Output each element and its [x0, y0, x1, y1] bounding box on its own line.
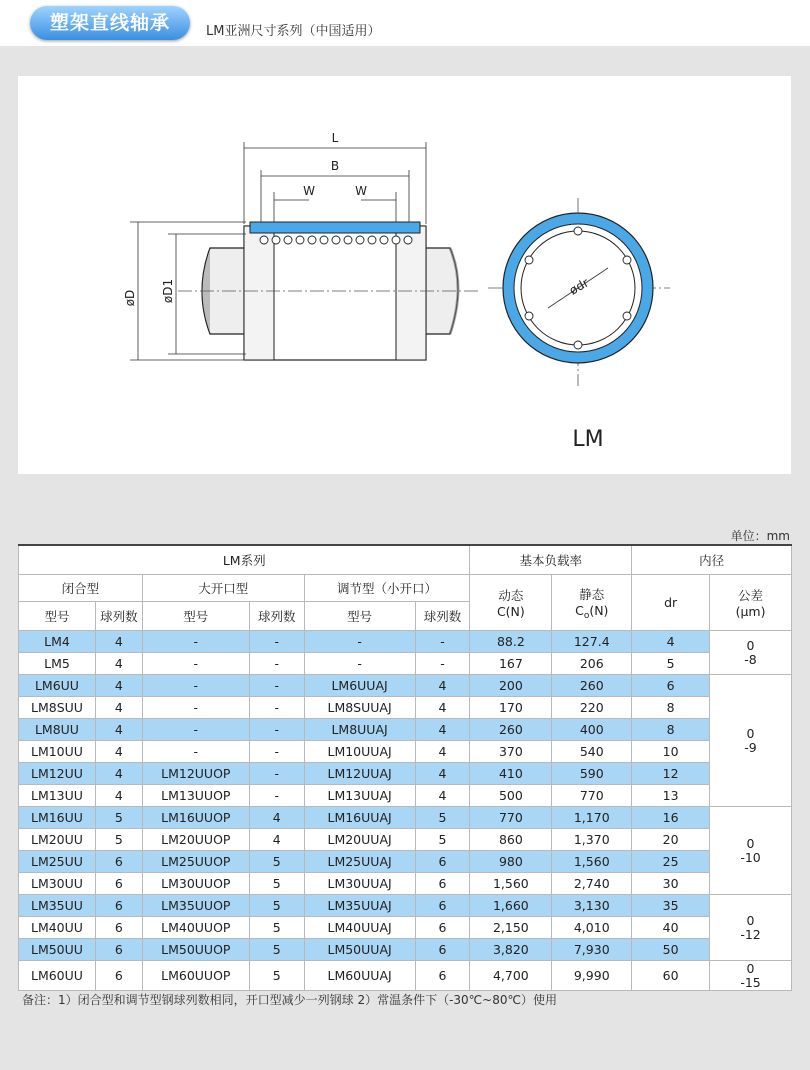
- cell-cs: 770: [552, 785, 632, 807]
- cell-om: LM35UUOP: [142, 895, 249, 917]
- cell-cs: 127.4: [552, 631, 632, 653]
- cell-dr: 60: [632, 961, 710, 991]
- group-bore-header: 内径: [632, 545, 792, 575]
- cell-ab: 6: [415, 917, 470, 939]
- cell-dr: 25: [632, 851, 710, 873]
- cell-ab: 4: [415, 697, 470, 719]
- cell-am: LM8UUAJ: [304, 719, 415, 741]
- cell-om: -: [142, 675, 249, 697]
- cell-dr: 10: [632, 741, 710, 763]
- table-row: [19, 917, 792, 939]
- cell-b: 5: [95, 829, 142, 851]
- cell-m: LM5: [19, 653, 96, 675]
- cell-cd: 200: [470, 675, 552, 697]
- cell-m: LM25UU: [19, 851, 96, 873]
- cell-ob: -: [249, 631, 304, 653]
- cell-cd: 170: [470, 697, 552, 719]
- cell-b: 6: [95, 851, 142, 873]
- cell-om: -: [142, 741, 249, 763]
- table-row: [19, 873, 792, 895]
- cell-am: LM8SUUAJ: [304, 697, 415, 719]
- cell-om: -: [142, 697, 249, 719]
- cell-dr: 5: [632, 653, 710, 675]
- cell-b: 4: [95, 697, 142, 719]
- cell-am: LM10UUAJ: [304, 741, 415, 763]
- cell-dr: 13: [632, 785, 710, 807]
- cell-cd: 1,560: [470, 873, 552, 895]
- cell-m: LM12UU: [19, 763, 96, 785]
- tolerance-lower: -12: [740, 926, 761, 942]
- footnote: 备注：1）闭合型和调节型钢球列数相同，开口型减少一列钢球 2）常温条件下（-30℃~80℃）使用: [22, 993, 557, 1007]
- tolerance-upper: 0: [746, 835, 755, 851]
- cell-om: LM50UUOP: [142, 939, 249, 961]
- cell-cs: 7,930: [552, 939, 632, 961]
- cell-ob: -: [249, 697, 304, 719]
- table-row: [19, 851, 792, 873]
- cell-b: 6: [95, 939, 142, 961]
- cell-b: 6: [95, 917, 142, 939]
- balls-col-header: 球列数: [95, 602, 142, 631]
- cell-cs: 1,560: [552, 851, 632, 873]
- cell-cs: 4,010: [552, 917, 632, 939]
- cell-ab: 4: [415, 675, 470, 697]
- cell-om: LM20UUOP: [142, 829, 249, 851]
- cell-cd: 260: [470, 719, 552, 741]
- cell-b: 4: [95, 719, 142, 741]
- open-type-header: 大开口型: [142, 575, 304, 602]
- dim-W1-label: W: [303, 184, 315, 198]
- cell-ob: 5: [249, 873, 304, 895]
- cell-am: LM20UUAJ: [304, 829, 415, 851]
- cell-am: -: [304, 631, 415, 653]
- cell-dr: 8: [632, 697, 710, 719]
- cell-m: LM40UU: [19, 917, 96, 939]
- table-row: [19, 829, 792, 851]
- cell-ob: 4: [249, 807, 304, 829]
- dynamic-label: 动态: [498, 588, 524, 603]
- cell-b: 4: [95, 675, 142, 697]
- open-balls-col-header: 球列数: [249, 602, 304, 631]
- tolerance-lower: -15: [740, 974, 761, 990]
- cell-ab: 6: [415, 851, 470, 873]
- unit-label: 单位：mm: [730, 529, 790, 543]
- cell-om: LM12UUOP: [142, 763, 249, 785]
- adjust-type-header: 调节型（小开口）: [304, 575, 470, 602]
- cell-m: LM10UU: [19, 741, 96, 763]
- cell-am: LM50UUAJ: [304, 939, 415, 961]
- cell-dr: 12: [632, 763, 710, 785]
- spec-table: [18, 544, 792, 991]
- cell-m: LM60UU: [19, 961, 96, 991]
- cell-b: 4: [95, 763, 142, 785]
- cell-ob: -: [249, 653, 304, 675]
- cell-ab: 4: [415, 763, 470, 785]
- table-row: [19, 785, 792, 807]
- cell-dr: 16: [632, 807, 710, 829]
- cell-ob: -: [249, 785, 304, 807]
- tolerance-cell: [710, 675, 792, 807]
- table-row: [19, 631, 792, 653]
- cell-am: LM35UUAJ: [304, 895, 415, 917]
- table-row: [19, 939, 792, 961]
- cell-cs: 206: [552, 653, 632, 675]
- dim-D-label: øD: [123, 289, 137, 307]
- cell-om: -: [142, 719, 249, 741]
- cell-cs: 260: [552, 675, 632, 697]
- cell-b: 4: [95, 631, 142, 653]
- open-model-col-header: 型号: [142, 602, 249, 631]
- tolerance-upper: 0: [746, 912, 755, 928]
- cell-om: -: [142, 653, 249, 675]
- cell-cd: 370: [470, 741, 552, 763]
- cell-am: LM12UUAJ: [304, 763, 415, 785]
- cell-m: LM20UU: [19, 829, 96, 851]
- dim-dr-label: ødr: [566, 275, 592, 298]
- cell-m: LM35UU: [19, 895, 96, 917]
- cell-cs: 540: [552, 741, 632, 763]
- tolerance-lower: -10: [740, 849, 761, 865]
- cell-b: 6: [95, 895, 142, 917]
- cell-cs: 2,740: [552, 873, 632, 895]
- cell-b: 4: [95, 785, 142, 807]
- cell-am: LM40UUAJ: [304, 917, 415, 939]
- cell-cd: 1,660: [470, 895, 552, 917]
- cell-am: LM25UUAJ: [304, 851, 415, 873]
- cell-dr: 30: [632, 873, 710, 895]
- cell-om: LM16UUOP: [142, 807, 249, 829]
- cell-dr: 50: [632, 939, 710, 961]
- tolerance-cell: [710, 631, 792, 675]
- cell-cs: 1,370: [552, 829, 632, 851]
- cell-ab: -: [415, 653, 470, 675]
- cell-m: LM4: [19, 631, 96, 653]
- cell-cd: 500: [470, 785, 552, 807]
- cell-ob: 5: [249, 939, 304, 961]
- tolerance-lower: -8: [744, 651, 757, 667]
- cell-ab: 5: [415, 807, 470, 829]
- cell-b: 6: [95, 961, 142, 991]
- tolerance-upper: 0: [746, 725, 755, 741]
- cell-om: LM30UUOP: [142, 873, 249, 895]
- cell-ab: 5: [415, 829, 470, 851]
- cell-cs: 9,990: [552, 961, 632, 991]
- cell-om: LM40UUOP: [142, 917, 249, 939]
- model-label: LM: [572, 427, 604, 452]
- cell-ab: 6: [415, 939, 470, 961]
- cell-ob: -: [249, 719, 304, 741]
- cell-cs: 3,130: [552, 895, 632, 917]
- cell-cd: 410: [470, 763, 552, 785]
- page-title: 塑架直线轴承: [30, 6, 190, 40]
- model-col-header: 型号: [19, 602, 96, 631]
- group-load-header: 基本负载率: [470, 545, 632, 575]
- cell-am: LM6UUAJ: [304, 675, 415, 697]
- bearing-diagram: [18, 76, 791, 474]
- static-unit-n: (N): [589, 602, 609, 618]
- cell-cd: 3,820: [470, 939, 552, 961]
- adjust-balls-col-header: 球列数: [415, 602, 470, 631]
- cell-m: LM13UU: [19, 785, 96, 807]
- cell-b: 5: [95, 807, 142, 829]
- page-subtitle: LM亚洲尺寸系列（中国适用）: [206, 24, 381, 39]
- cell-dr: 4: [632, 631, 710, 653]
- dim-W2-label: W: [355, 184, 367, 198]
- cell-m: LM50UU: [19, 939, 96, 961]
- cell-cs: 400: [552, 719, 632, 741]
- table-row: [19, 719, 792, 741]
- cell-dr: 40: [632, 917, 710, 939]
- cell-am: LM30UUAJ: [304, 873, 415, 895]
- cell-ob: -: [249, 675, 304, 697]
- cell-om: LM25UUOP: [142, 851, 249, 873]
- closed-type-header: 闭合型: [19, 575, 143, 602]
- cell-ab: 6: [415, 895, 470, 917]
- cell-b: 6: [95, 873, 142, 895]
- cell-cd: 980: [470, 851, 552, 873]
- cell-om: -: [142, 631, 249, 653]
- table-row: [19, 653, 792, 675]
- cell-cd: 2,150: [470, 917, 552, 939]
- group-lm-header: LM系列: [19, 545, 470, 575]
- cell-cd: 88.2: [470, 631, 552, 653]
- cell-dr: 6: [632, 675, 710, 697]
- tol-unit: (μm): [735, 604, 766, 619]
- table-row: [19, 895, 792, 917]
- cell-cs: 220: [552, 697, 632, 719]
- spec-table-body: [19, 631, 792, 991]
- cell-ab: 6: [415, 961, 470, 991]
- cell-ob: 5: [249, 851, 304, 873]
- cell-am: LM13UUAJ: [304, 785, 415, 807]
- table-row: [19, 697, 792, 719]
- dynamic-header: [470, 575, 552, 631]
- tolerance-upper: 0: [746, 960, 755, 976]
- cell-cd: 770: [470, 807, 552, 829]
- tol-header: [710, 575, 792, 631]
- cell-ab: -: [415, 631, 470, 653]
- table-row: [19, 807, 792, 829]
- cell-m: LM8UU: [19, 719, 96, 741]
- static-unit-sub: o: [583, 610, 590, 621]
- tolerance-upper: 0: [746, 637, 755, 653]
- cell-m: LM16UU: [19, 807, 96, 829]
- cell-b: 4: [95, 653, 142, 675]
- cell-ob: 5: [249, 895, 304, 917]
- cell-am: LM16UUAJ: [304, 807, 415, 829]
- cell-cs: 590: [552, 763, 632, 785]
- table-row: [19, 763, 792, 785]
- static-unit-c: C: [575, 602, 584, 618]
- static-label: 静态: [579, 586, 605, 602]
- cell-ob: -: [249, 741, 304, 763]
- cell-am: -: [304, 653, 415, 675]
- tolerance-cell: [710, 807, 792, 895]
- adjust-model-col-header: 型号: [304, 602, 415, 631]
- cell-am: LM60UUAJ: [304, 961, 415, 991]
- page-header: [0, 0, 810, 46]
- dr-header: dr: [632, 575, 710, 631]
- dim-D1-label: øD1: [161, 278, 175, 304]
- cell-cd: 4,700: [470, 961, 552, 991]
- cell-ob: 4: [249, 829, 304, 851]
- cell-dr: 8: [632, 719, 710, 741]
- cell-ob: 5: [249, 917, 304, 939]
- cell-cd: 860: [470, 829, 552, 851]
- cell-b: 4: [95, 741, 142, 763]
- cell-ob: 5: [249, 961, 304, 991]
- table-row: [19, 741, 792, 763]
- cell-ab: 6: [415, 873, 470, 895]
- cell-om: LM13UUOP: [142, 785, 249, 807]
- cell-ob: -: [249, 763, 304, 785]
- cell-cs: 1,170: [552, 807, 632, 829]
- dim-B-label: B: [330, 159, 340, 173]
- cell-dr: 20: [632, 829, 710, 851]
- cell-om: LM60UUOP: [142, 961, 249, 991]
- dynamic-unit: C(N): [496, 604, 525, 619]
- cell-ab: 4: [415, 719, 470, 741]
- tol-label: 公差: [738, 588, 764, 603]
- dim-L-label: L: [331, 131, 339, 145]
- cell-m: LM8SUU: [19, 697, 96, 719]
- tolerance-cell: [710, 895, 792, 961]
- cell-cd: 167: [470, 653, 552, 675]
- table-row: [19, 961, 792, 991]
- cell-dr: 35: [632, 895, 710, 917]
- table-row: [19, 675, 792, 697]
- cell-m: LM6UU: [19, 675, 96, 697]
- cell-ab: 4: [415, 741, 470, 763]
- tolerance-cell: [710, 961, 792, 991]
- tolerance-lower: -9: [744, 739, 757, 755]
- cell-m: LM30UU: [19, 873, 96, 895]
- bearing-drawing: [18, 76, 791, 474]
- cell-ab: 4: [415, 785, 470, 807]
- static-header: [552, 575, 632, 631]
